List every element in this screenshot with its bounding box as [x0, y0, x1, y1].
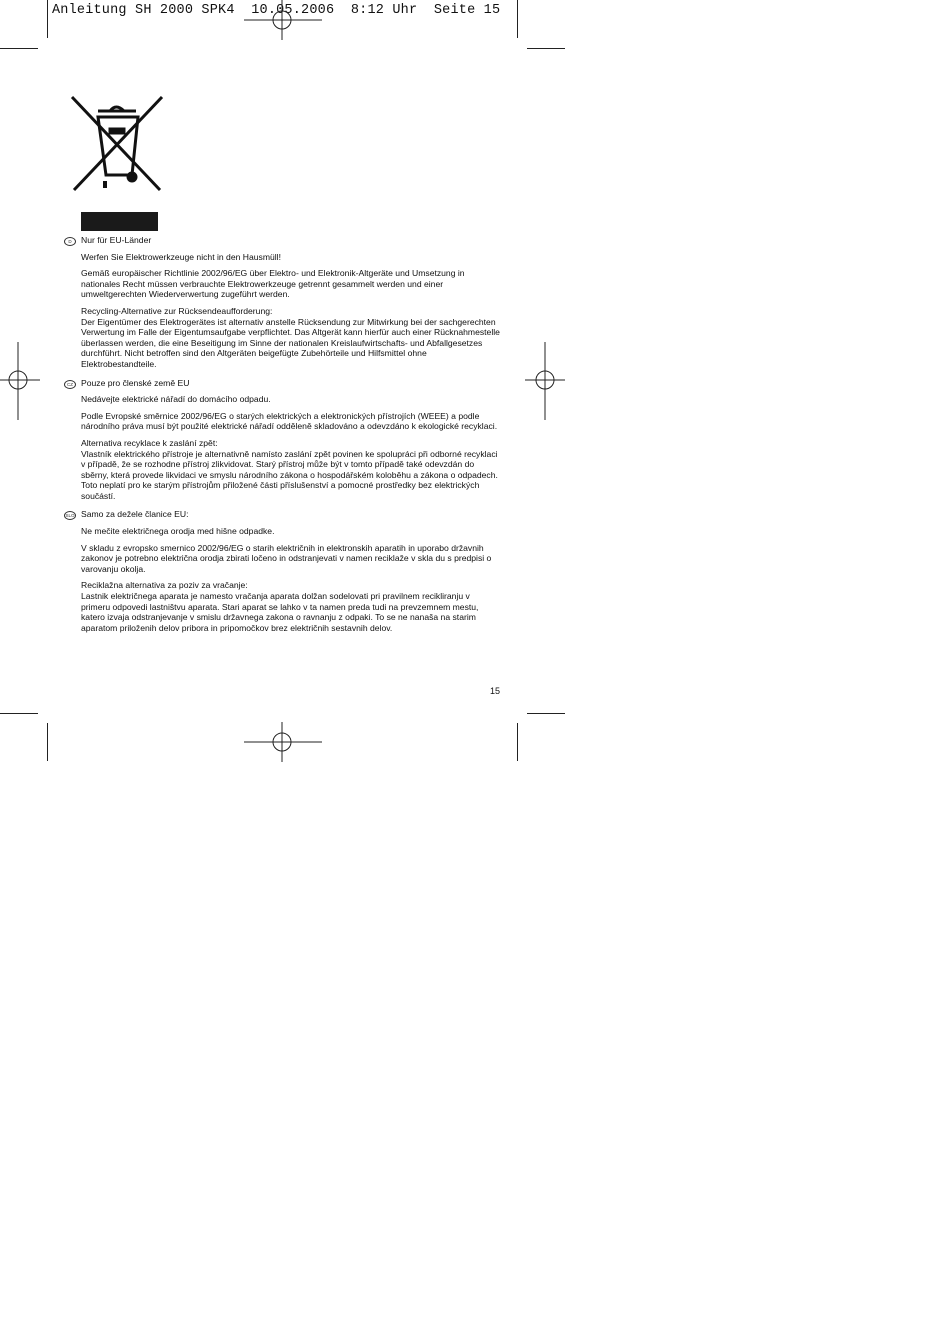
- paragraph: Werfen Sie Elektrowerkzeuge nicht in den Hausmüll!: [81, 251, 281, 262]
- crop-mark-top-left-horizontal: [0, 48, 38, 49]
- section-heading-text: Nur für EU-Länder: [81, 235, 152, 245]
- crossed-out-wheelie-bin-icon: [70, 95, 165, 193]
- print-slug: Anleitung SH 2000 SPK4 10.05.2006 8:12 Uhr Seite 15: [52, 3, 501, 18]
- paragraph: V skladu z evropsko smernico 2002/96/EG o starih električnih in elektronskih aparatih in uporabo državnih zakonov je potrebno električna orodja zbirati ločeno in odstranjevati v namen reciklaže v skla du s predpisi o varovanju okolja.: [81, 542, 492, 574]
- paragraph: Ne mečite električnega orodja med hišne odpadke.: [81, 526, 275, 537]
- section-czech: [67, 377, 501, 502]
- section-heading: [68, 235, 501, 246]
- paragraph: Recycling-Alternative zur Rücksendeaufforderung: Der Eigentümer des Elektrogerätes ist alternativ anstelle Rücksendung zur Mitwirkung bei der sachgerechten Verwertung im Falle der Eigentumsaufgabe verpflichtet. Das Altgerät kann hierfür auch einer Rücknahmestelle überlassen werden, die eine Beseitigung im Sinne der nationalen Kreislaufwirtschafts- und Abfallgesetzes durchführt. Nicht betroffen sind den Altgeräten beigefügte Zubehörteile und Hilfsmittel ohne Elektrobestandteile.: [81, 305, 500, 369]
- page-number: 15: [490, 686, 501, 696]
- paragraph: Reciklažna alternativa za poziv za vračanje: Lastnik električnega aparata je namesto vračanja aparata dolžan sodelovati pri pravilnem recikliranju v primeru odpovedi lastništvu aparata. Stari aparat se lahko v ta namen preda tudi na prevzemnem mestu, katero izvaja odstranjevanje v smislu državnega zakona o ravnanju z odpaki. To se ne nanaša na starim aparatom priloženih delov pribora in pripomočkov brez električnih sestavnih delov.: [81, 580, 479, 633]
- registration-mark-bottom-icon: [244, 722, 322, 762]
- crop-mark-bottom-right-horizontal: [527, 713, 565, 714]
- crop-mark-top-left-vertical: [47, 0, 48, 38]
- language-badge: D: [64, 237, 76, 246]
- section-heading-text: Samo za dežele članice EU:: [81, 509, 189, 520]
- crop-mark-bottom-right-vertical: [517, 723, 518, 761]
- document-body: [65, 235, 501, 641]
- language-badge: CZ: [64, 380, 76, 389]
- registration-mark-left-icon: [0, 342, 40, 420]
- registration-mark-top-icon: [244, 0, 322, 40]
- crop-mark-bottom-left-horizontal: [0, 713, 38, 714]
- section-germany: [68, 235, 501, 370]
- section-heading: [65, 509, 501, 520]
- paragraph: Gemäß europäischer Richtlinie 2002/96/EG über Elektro- und Elektronik-Altgeräte und Umsetzung in nationales Recht müssen verbrauchte Elektrowerkzeuge getrennt gesammelt werden und einer umweltgerechten Wiederverwertung zugeführt werden.: [81, 268, 465, 300]
- section-slovenia: [65, 509, 501, 633]
- crop-mark-bottom-left-vertical: [47, 723, 48, 761]
- section-heading: [67, 377, 501, 389]
- paragraph: Alternativa recyklace k zaslání zpět: Vlastník elektrického přístroje je alternativně namísto zaslání zpět povinen ke spolupráci při odborné recyklaci v případě, že se rozhodne přístroj zlikvidovat. Starý přístroj může být v tomto případě také odevzdán do sběrny, která provede likvidaci ve smyslu národního zákona o hospodářském koloběhu a zákona o odpadech. Toto neplatí pro ke starým přístrojům přiložené části příslušenství a pomocné prostředky bez elektrických součástí.: [81, 437, 498, 501]
- language-badge: SLO: [65, 513, 75, 519]
- registration-mark-right-icon: [525, 342, 565, 420]
- paragraph: Podle Evropské směrnice 2002/96/EG o starých elektrických a elektronických přístrojích (WEEE) a podle národního práva musí být použité elektrické nářadí odděleně skladováno a odevzdáno k ekologické recyklaci.: [81, 410, 498, 432]
- crop-mark-top-right-horizontal: [527, 48, 565, 49]
- paragraph: Nedávejte elektrické nářadí do domácího odpadu.: [81, 394, 271, 405]
- black-bar: [81, 212, 158, 231]
- section-heading-text: Pouze pro členské země EU: [81, 377, 190, 388]
- crop-mark-top-right-vertical: [517, 0, 518, 38]
